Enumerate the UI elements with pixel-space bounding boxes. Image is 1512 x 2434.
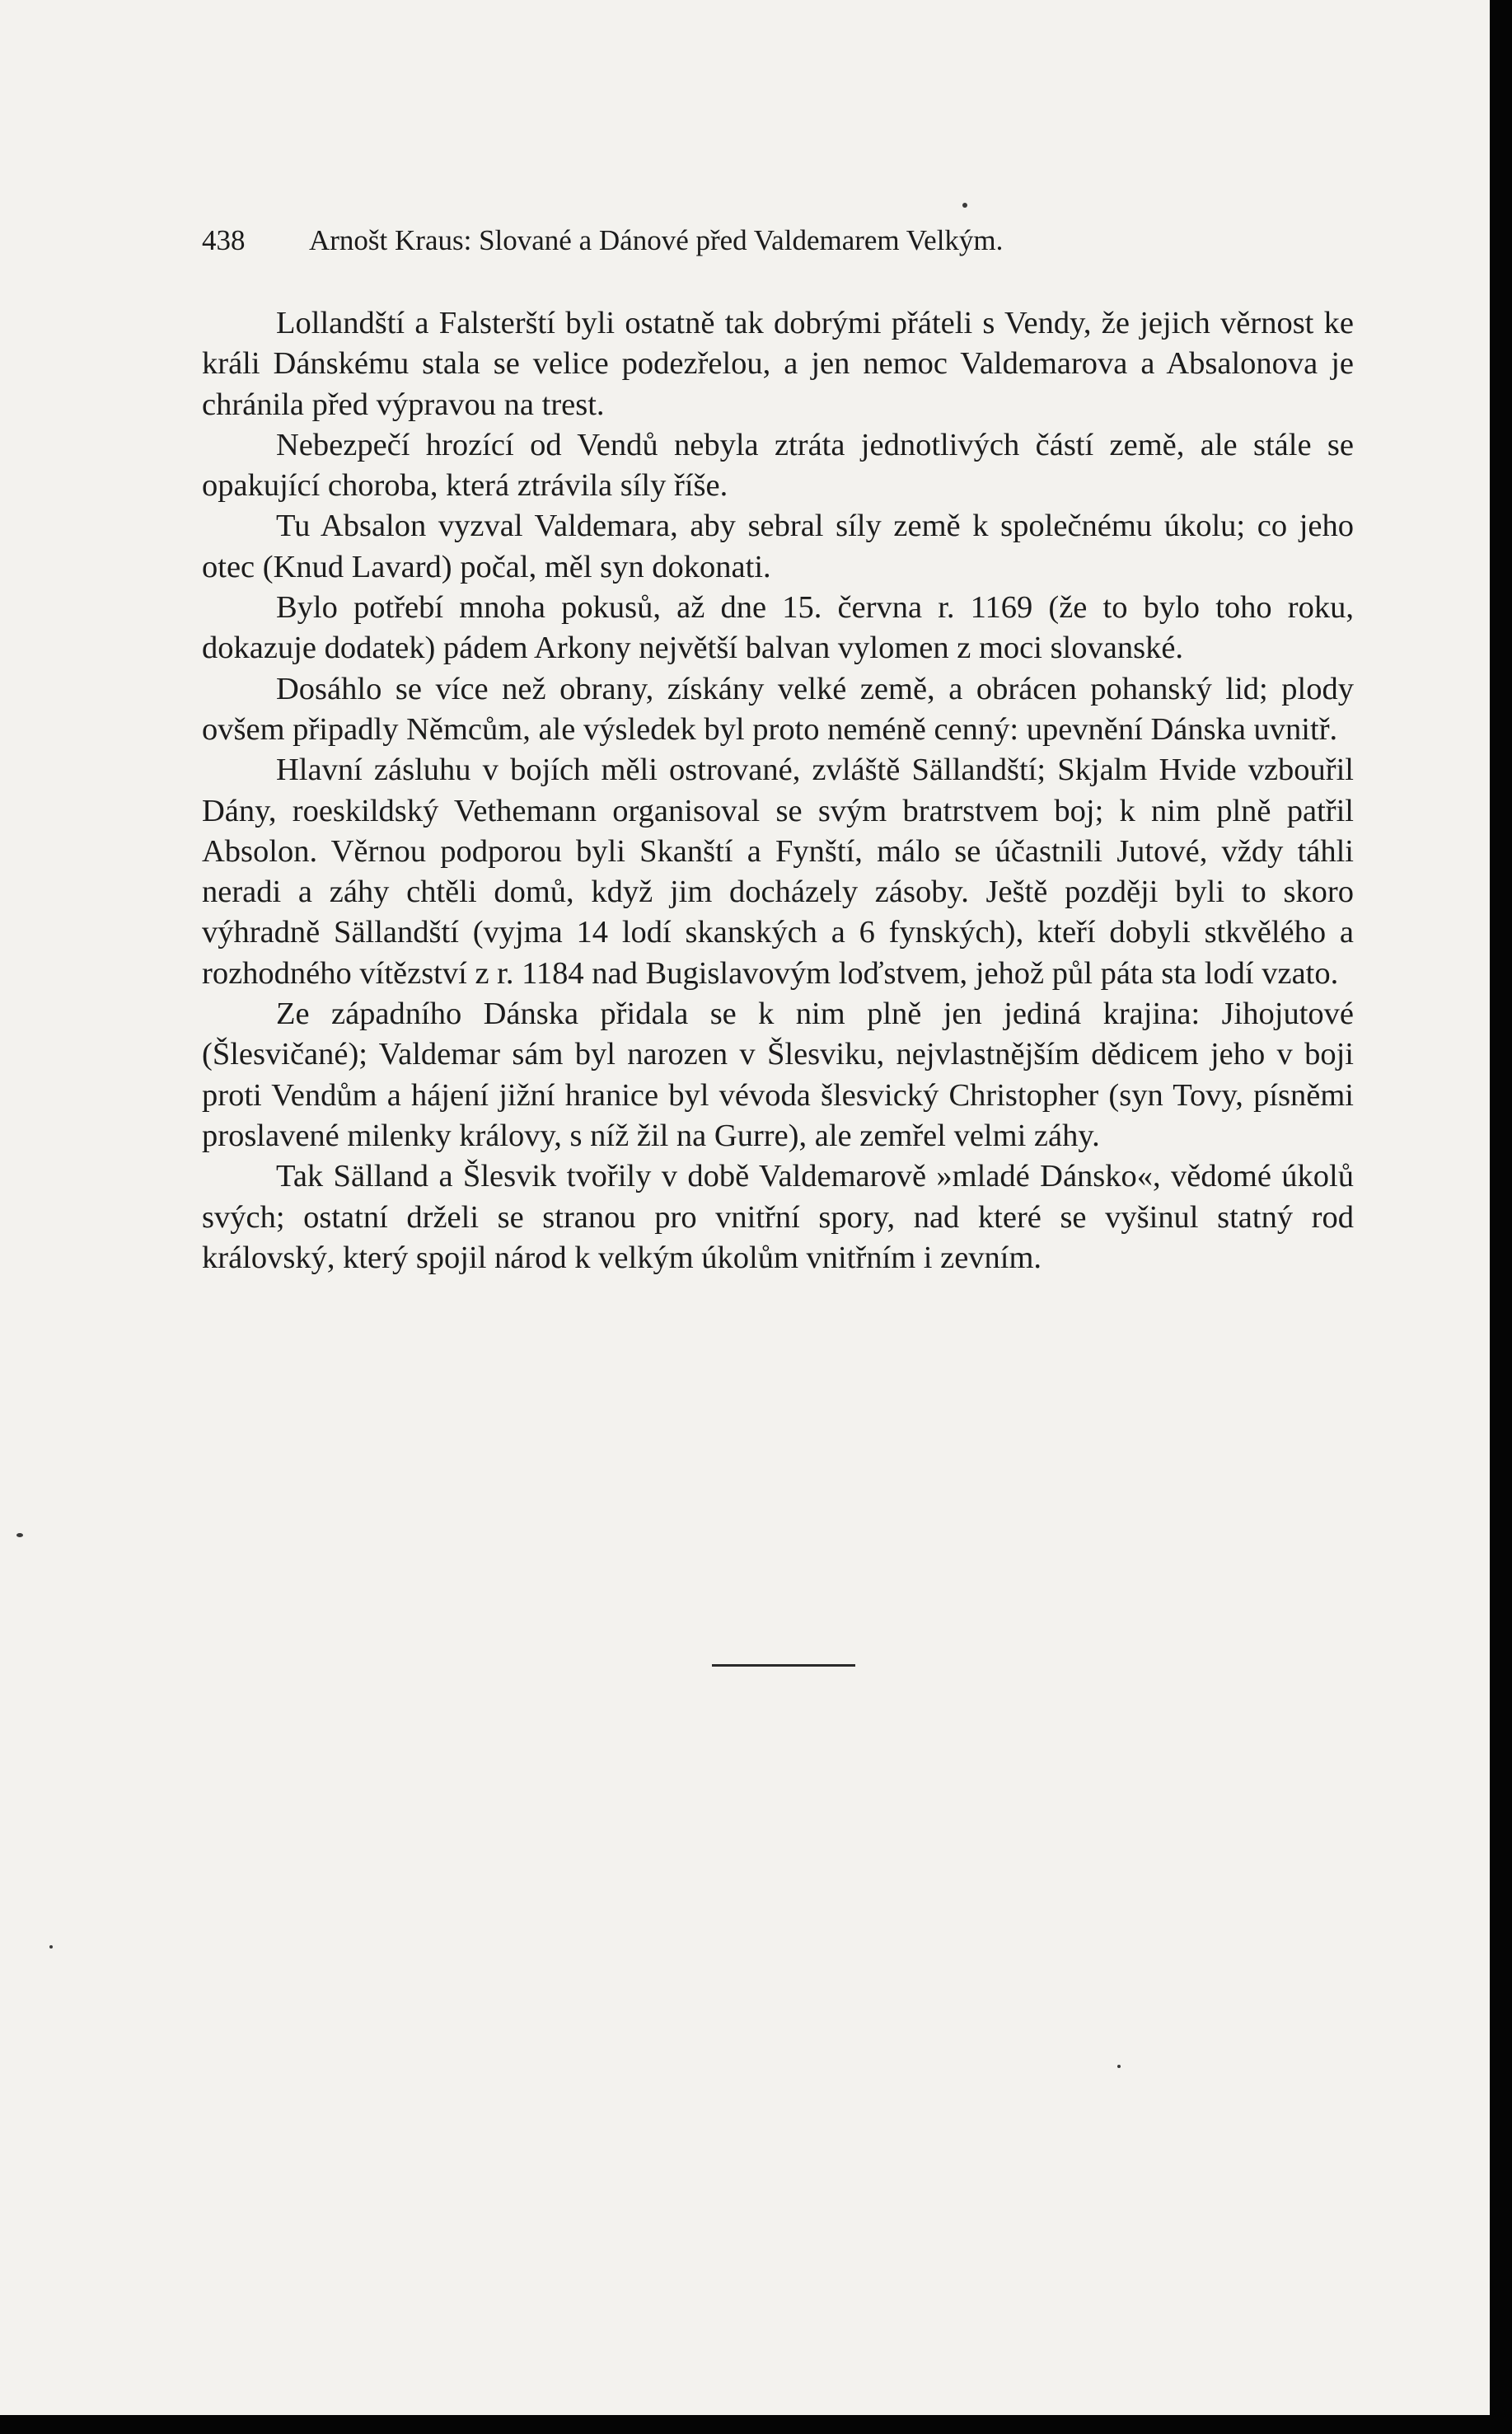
scan-edge-bottom — [0, 2415, 1512, 2434]
paper-speck — [962, 203, 967, 208]
paragraph: Bylo potřebí mnoha pokusů, až dne 15. června r. 1169 (že to bylo toho roku, dokazuje dodatek) pádem Arkony největší balvan vylomen z moci slovanské. — [202, 590, 1354, 666]
paragraph: Tak Sälland a Šlesvik tvořily v době Valdemarově »mladé Dánsko«, vědomé úkolů svých; ostatní drželi se stranou pro vnitřní spory, nad které se vyšinul statný rod královský, který spojil národ k velkým úkolům vnitřním i zevním. — [202, 1159, 1354, 1275]
paper-speck — [1117, 2065, 1121, 2068]
paragraph: Nebezpečí hrozící od Vendů nebyla ztráta jednotlivých částí země, ale stále se opakující choroba, která ztrávila síly říše. — [202, 427, 1354, 504]
paragraph: Lollandští a Falsterští byli ostatně tak dobrými přáteli s Vendy, že jejich věrnost ke králi Dánskému stala se velice podezřelou, a jen nemoc Valdemarova a Absalonova je chránila před výpravou na trest. — [202, 306, 1354, 422]
paper-speck — [16, 1533, 23, 1537]
paragraph: Hlavní zásluhu v bojích měli ostrované, zvláště Sällandští; Skjalm Hvide vzbouřil Dány, roeskildský Vethemann organisoval se svým bratrstvem boj; k nim plně patřil Absolon. Věrnou podporou byli Skanští a Fynští, málo se účastnili Jutové, vždy táhli neradi a záhy chtěli domů, když jim docházely zásoby. Ještě později byli to skoro výhradně Sällandští (vyjma 14 lodí skanských a 6 fynských), kteří dobyli stkvělého a rozhodného vítězství z r. 1184 nad Bugislavovým loďstvem, jehož půl páta sta lodí vzato. — [202, 753, 1354, 991]
end-rule — [712, 1664, 855, 1667]
page-number: 438 — [202, 224, 246, 256]
running-header — [202, 224, 1355, 257]
running-title: Arnošt Kraus: Slované a Dánové před Valdemarem Velkým. — [309, 224, 1004, 256]
scan-edge-right — [1490, 0, 1512, 2434]
paragraph: Dosáhlo se více než obrany, získány velké země, a obrácen pohanský lid; plody ovšem připadly Němcům, ale výsledek byl proto neméně cenný: upevnění Dánska uvnitř. — [202, 671, 1354, 747]
body-text — [202, 303, 1354, 1278]
paragraph: Ze západního Dánska přidala se k nim plně jen jediná krajina: Jihojutové (Šlesvičané); Valdemar sám byl narozen v Šlesviku, nejvlastnějším dědicem jeho v boji proti Vendům a hájení jižní hranice byl vévoda šlesvický Christopher (syn Tovy, písněmi proslavené milenky královy, s níž žil na Gurre), ale zemřel velmi záhy. — [202, 997, 1354, 1153]
paragraph: Tu Absalon vyzval Valdemara, aby sebral síly země k společnému úkolu; co jeho otec (Knud Lavard) počal, měl syn dokonati. — [202, 509, 1354, 584]
paper-speck — [49, 1945, 53, 1949]
